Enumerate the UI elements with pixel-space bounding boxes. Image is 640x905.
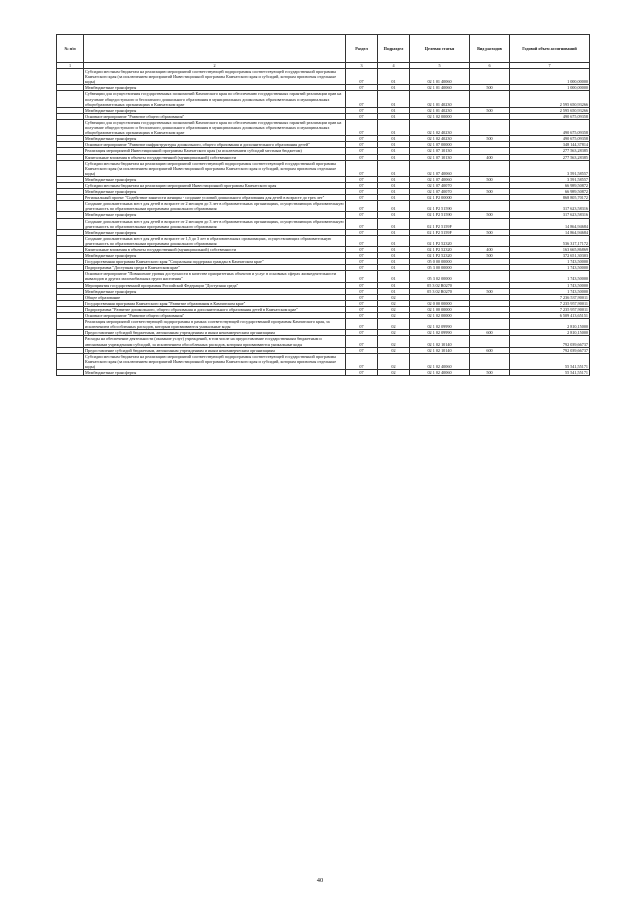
table-row — [57, 160, 590, 176]
cell-section: 07 — [346, 113, 378, 119]
cell-number — [57, 235, 84, 246]
cell-amount: 7 235 957,90011 — [510, 306, 590, 312]
column-number: 3 — [346, 63, 378, 69]
cell-expense-type — [470, 336, 510, 347]
table-row — [57, 271, 590, 282]
cell-subsection: 02 — [378, 319, 410, 330]
cell-section: 07 — [346, 189, 378, 195]
cell-amount: 6 509 413,65151 — [510, 313, 590, 319]
cell-section: 07 — [346, 336, 378, 347]
cell-section: 07 — [346, 353, 378, 369]
cell-section: 07 — [346, 300, 378, 306]
cell-amount: 66 989,50872 — [510, 182, 590, 188]
cell-number — [57, 319, 84, 330]
cell-expense-type: 500 — [470, 212, 510, 218]
cell-section: 07 — [346, 271, 378, 282]
cell-subsection: 01 — [378, 189, 410, 195]
cell-name: Субсидии местным бюджетам на реализацию мероприятий соответствующей подпрограммы соответствующей государственной программы Камчатского края (за исключением мероприятий Инвестиционной программы Камчатского края и субсидий, которым присвоены отдельные коды) — [84, 69, 346, 85]
cell-section: 07 — [346, 319, 378, 330]
cell-subsection: 02 — [378, 306, 410, 312]
cell-name: Основное мероприятие "Повышение уровня доступности в качестве приоритетных объектов и услуг в основных сферах жизнедеятельности инвалидов и других маломобильных групп населения" — [84, 271, 346, 282]
cell-amount: 277 563,28385 — [510, 154, 590, 160]
cell-subsection: 01 — [378, 247, 410, 253]
cell-amount: 490 675,09358 — [510, 136, 590, 142]
cell-target-article: 02 1 P2 52320 — [410, 235, 470, 246]
cell-target-article: 02 1 02 10140 — [410, 336, 470, 347]
cell-section: 07 — [346, 176, 378, 182]
cell-amount: 1 743,50000 — [510, 265, 590, 271]
cell-subsection: 02 — [378, 300, 410, 306]
cell-subsection: 01 — [378, 195, 410, 201]
cell-target-article: 02 1 P2 51590 — [410, 201, 470, 212]
cell-expense-type: 500 — [470, 189, 510, 195]
cell-amount: 1 743,50000 — [510, 259, 590, 265]
cell-amount: 536 317,17172 — [510, 235, 590, 246]
column-number: 7 — [510, 63, 590, 69]
cell-subsection: 01 — [378, 235, 410, 246]
cell-subsection: 02 — [378, 347, 410, 353]
cell-amount: 3 591,58557 — [510, 160, 590, 176]
budget-table-sheet — [56, 34, 589, 376]
cell-name: Создание дополнительных мест для детей в возрасте от 2 месяцев до 3 лет в образовательных организациях, осуществляющих образовательную деятельность по образовательным программам дошкольного образования — [85, 218, 344, 229]
cell-expense-type: 500 — [470, 85, 510, 91]
cell-name: Реализация мероприятий соответствующей подпрограммы в рамках соответствующей государственной программы Камчатского края, за исключением обособленных расходов, которым присваиваются уникальные коды — [84, 319, 346, 330]
cell-name: Субсидии местным бюджетам на реализацию мероприятий соответствующей подпрограммы соответствующей государственной программы Камчатского края (за исключением мероприятий Инвестиционной программы Камчатского края и субсидий, которым присвоены отдельные коды) — [84, 160, 346, 176]
cell-section: 07 — [346, 369, 378, 375]
header-number: № п/п — [57, 35, 84, 63]
cell-subsection: 01 — [378, 69, 410, 85]
cell-name: Межбюджетные трансферты — [84, 176, 346, 182]
cell-target-article: 05 0 00 00000 — [410, 259, 470, 265]
cell-target-article: 02 1 02 09990 — [410, 330, 470, 336]
table-row — [57, 353, 590, 369]
cell-subsection: 01 — [378, 85, 410, 91]
cell-expense-type: 500 — [470, 288, 510, 294]
cell-target-article: 05 3 00 00000 — [410, 265, 470, 271]
table-row — [57, 369, 590, 375]
cell-subsection: 02 — [378, 330, 410, 336]
cell-section: 07 — [346, 294, 378, 300]
cell-section: 07 — [346, 69, 378, 85]
cell-name: Межбюджетные трансферты — [84, 288, 346, 294]
cell-expense-type — [470, 69, 510, 85]
cell-name: Создание дополнительных мест для детей в возрасте от 2 месяцев до 3 лет в образовательных организациях, осуществляющих образовательную деятельность по образовательным программам дошкольного образования — [85, 201, 344, 212]
cell-amount: 372 651,30303 — [510, 253, 590, 259]
cell-amount: 3 591,58557 — [510, 176, 590, 182]
cell-name: Субсидии местным бюджетам на реализацию мероприятий Инвестиционной программы Камчатского края — [84, 182, 346, 188]
table-header-row — [57, 35, 590, 63]
cell-section: 07 — [346, 247, 378, 253]
cell-name: Основное мероприятие "Развитие общего образования" — [84, 113, 346, 119]
cell-subsection: 01 — [378, 271, 410, 282]
cell-target-article: 02 1 02 00000 — [410, 113, 470, 119]
cell-section: 07 — [346, 182, 378, 188]
cell-section: 07 — [346, 119, 378, 135]
cell-target-article: 02 1 P2 52320 — [410, 247, 470, 253]
cell-section: 07 — [346, 218, 378, 229]
cell-target-article: 02 1 01 40060 — [410, 69, 470, 85]
budget-allocation-table — [56, 34, 590, 376]
cell-target-article: 02 1 07 40060 — [410, 176, 470, 182]
cell-amount: 490 675,09358 — [510, 113, 590, 119]
cell-subsection: 01 — [378, 182, 410, 188]
cell-target-article: 02 1 02 40230 — [410, 119, 470, 135]
cell-subsection: 01 — [378, 201, 410, 212]
table-row — [57, 69, 590, 85]
cell-amount: 2 595 650,93266 — [510, 107, 590, 113]
cell-target-article: 02 1 07 40060 — [410, 160, 470, 176]
cell-subsection: 02 — [378, 294, 410, 300]
cell-name: Капитальные вложения в объекты государственной (муниципальной) собственности — [84, 154, 346, 160]
cell-expense-type — [470, 201, 510, 212]
cell-subsection: 01 — [378, 229, 410, 235]
cell-amount: 7 236 537,90011 — [510, 294, 590, 300]
cell-amount: 792 039,66737 — [510, 347, 590, 353]
cell-expense-type: 500 — [470, 176, 510, 182]
header-name — [84, 35, 346, 63]
cell-target-article: 02 1 02 40060 — [410, 369, 470, 375]
table-row — [57, 91, 590, 107]
cell-target-article: 02 1 02 00000 — [410, 313, 470, 319]
cell-subsection: 02 — [378, 313, 410, 319]
cell-section: 07 — [346, 107, 378, 113]
cell-target-article: 05 3 02 R0270 — [410, 288, 470, 294]
cell-subsection: 01 — [378, 259, 410, 265]
cell-section: 07 — [346, 288, 378, 294]
cell-target-article: 02 1 01 40060 — [410, 85, 470, 91]
header-target-article: Целевая статья — [410, 35, 470, 63]
cell-name: Подпрограмма "Развитие дошкольного, общего образования и дополнительного образования детей в Камчатском крае" — [84, 306, 346, 312]
cell-amount: 55 541,55171 — [510, 369, 590, 375]
cell-name: Межбюджетные трансферты — [84, 107, 346, 113]
cell-target-article: 02 1 07 10130 — [410, 148, 470, 154]
cell-expense-type: 500 — [470, 369, 510, 375]
cell-section: 07 — [346, 212, 378, 218]
cell-expense-type — [470, 235, 510, 246]
cell-expense-type: 500 — [470, 136, 510, 142]
cell-amount: 14 864,94684 — [510, 229, 590, 235]
cell-target-article: 02 1 02 40230 — [410, 136, 470, 142]
cell-name: Предоставление субсидий бюджетным, автономным учреждениям и иным некоммерческим организациям — [84, 330, 346, 336]
cell-amount: 868 805,70172 — [510, 195, 590, 201]
cell-section: 07 — [346, 154, 378, 160]
cell-expense-type: 600 — [470, 330, 510, 336]
cell-section: 07 — [346, 91, 378, 107]
cell-subsection: 01 — [378, 282, 410, 288]
cell-target-article: 02 0 00 00000 — [410, 300, 470, 306]
cell-expense-type: 500 — [470, 107, 510, 113]
cell-expense-type: 500 — [470, 229, 510, 235]
cell-name: Межбюджетные трансферты — [84, 85, 346, 91]
column-number: 6 — [470, 63, 510, 69]
cell-name: Основное мероприятие "Развитие инфраструктуры дошкольного, общего образования и дополнительного образования детей" — [84, 142, 346, 148]
cell-subsection: 01 — [378, 160, 410, 176]
cell-number — [57, 353, 84, 369]
cell-subsection: 01 — [378, 119, 410, 135]
cell-section: 07 — [346, 259, 378, 265]
cell-amount: 2 595 650,93266 — [510, 91, 590, 107]
cell-number — [57, 160, 84, 176]
cell-target-article: 02 1 02 10140 — [410, 347, 470, 353]
column-number: 5 — [410, 63, 470, 69]
cell-subsection: 01 — [378, 218, 410, 229]
cell-subsection: 01 — [378, 148, 410, 154]
cell-subsection: 01 — [378, 176, 410, 182]
cell-expense-type — [470, 319, 510, 330]
cell-target-article: 02 1 07 00000 — [410, 142, 470, 148]
cell-name: Создание дополнительных мест для детей в возрасте от 1,5 до 3 лет в образовательных организациях, осуществляющих образовательную деятельность по образовательным программам дошкольного образования — [84, 235, 346, 246]
cell-amount: 277 563,28385 — [510, 148, 590, 154]
column-number: 2 — [84, 63, 346, 69]
cell-subsection: 01 — [378, 142, 410, 148]
cell-section: 07 — [346, 282, 378, 288]
cell-section: 07 — [346, 235, 378, 246]
cell-name: Субсидии местным бюджетам на реализацию мероприятий соответствующей подпрограммы соответствующей государственной программы Камчатского края (за исключением мероприятий Инвестиционной программы Камчатского края и субсидий, которым присвоены отдельные коды) — [84, 353, 346, 369]
cell-expense-type — [470, 160, 510, 176]
cell-expense-type: 400 — [470, 154, 510, 160]
cell-amount: 1 000,00000 — [510, 85, 590, 91]
cell-amount: 163 665,86869 — [510, 247, 590, 253]
cell-target-article: 02 1 07 40070 — [410, 189, 470, 195]
cell-section: 07 — [346, 142, 378, 148]
cell-subsection: 01 — [378, 265, 410, 271]
cell-name: Мероприятия государственной программы Российской Федерации "Доступная среда" — [84, 282, 346, 288]
table-row — [57, 235, 590, 246]
header-subsection: Подраздел — [378, 35, 410, 63]
cell-expense-type: 400 — [470, 247, 510, 253]
cell-name: Субвенции для осуществления государственных полномочий Камчатского края по обеспечению государственных гарантий реализации прав на получение общедоступного и бесплатного дошкольного образования в муниципальных дошкольных образовательных и муниципальных общеобразовательных организациях в Камчатском крае — [84, 119, 346, 135]
cell-subsection: 01 — [378, 91, 410, 107]
cell-name: Межбюджетные трансферты — [84, 189, 346, 195]
column-number: 4 — [378, 63, 410, 69]
cell-name: Расходы на обеспечение деятельности (оказание услуг) учреждений, в том числе на предоставление государственным бюджетным и автономным учреждениям субсидий, за исключением обособленных расходов, которым присваиваются уникальные коды — [84, 336, 346, 347]
cell-name: Подпрограмма "Доступная среда в Камчатском крае" — [84, 265, 346, 271]
cell-number — [57, 271, 84, 282]
cell-name: Капитальные вложения в объекты государственной (муниципальной) собственности — [84, 247, 346, 253]
page-number: 40 — [316, 877, 324, 884]
cell-section: 07 — [346, 265, 378, 271]
cell-expense-type — [470, 91, 510, 107]
cell-name: Субвенции для осуществления государственных полномочий Камчатского края по обеспечению государственных гарантий реализации прав на получение общедоступного и бесплатного дошкольного образования в муниципальных дошкольных образовательных и муниципальных общеобразовательных организациях в Камчатском крае — [84, 91, 346, 107]
cell-number — [57, 91, 84, 107]
cell-target-article: 02 1 01 40230 — [410, 91, 470, 107]
cell-section: 07 — [346, 253, 378, 259]
cell-number — [57, 218, 84, 229]
cell-target-article: 02 1 00 00000 — [410, 306, 470, 312]
cell-expense-type: 500 — [470, 253, 510, 259]
cell-name: Межбюджетные трансферты — [84, 136, 346, 142]
cell-expense-type — [470, 119, 510, 135]
cell-target-article: 05 3 02 R0270 — [410, 282, 470, 288]
cell-expense-type — [470, 271, 510, 282]
cell-subsection: 02 — [378, 369, 410, 375]
cell-target-article: 05 3 02 00000 — [410, 271, 470, 282]
header-section: Раздел — [346, 35, 378, 63]
cell-target-article: 02 1 P2 5159F — [410, 218, 470, 229]
cell-section: 07 — [346, 85, 378, 91]
cell-name: Региональный проект "Содействие занятости женщин - создание условий дошкольного образования для детей в возрасте до трех лет" — [84, 195, 346, 201]
cell-target-article: 02 1 P2 52320 — [410, 253, 470, 259]
column-number: 1 — [57, 63, 84, 69]
cell-section: 07 — [346, 201, 378, 212]
cell-name: Межбюджетные трансферты — [84, 369, 346, 375]
cell-name: Общее образование — [84, 294, 346, 300]
cell-amount: 348 144,37814 — [510, 142, 590, 148]
cell-section: 07 — [346, 229, 378, 235]
cell-subsection: 01 — [378, 107, 410, 113]
cell-expense-type — [470, 218, 510, 229]
cell-subsection: 01 — [378, 212, 410, 218]
cell-target-article: 02 1 P2 00000 — [410, 195, 470, 201]
cell-section: 07 — [346, 136, 378, 142]
cell-section: 07 — [346, 306, 378, 312]
table-row — [57, 201, 590, 212]
cell-amount: 490 675,09358 — [510, 119, 590, 135]
cell-name: Государственная программа Камчатского края "Социальная поддержка граждан в Камчатском крае" — [84, 259, 346, 265]
cell-section: 07 — [346, 347, 378, 353]
cell-name: Государственная программа Камчатского края "Развитие образования в Камчатском крае" — [84, 300, 346, 306]
cell-amount: 1 743,50000 — [510, 271, 590, 282]
cell-name: Предоставление субсидий бюджетным, автономным учреждениям и иным некоммерческим организациям — [84, 347, 346, 353]
header-expense-type: Вид расходов — [470, 35, 510, 63]
cell-section: 07 — [346, 195, 378, 201]
cell-amount: 317 623,58316 — [510, 201, 590, 212]
cell-number — [57, 369, 84, 375]
cell-target-article: 02 1 07 10130 — [410, 154, 470, 160]
cell-number — [57, 201, 84, 212]
cell-subsection: 01 — [378, 288, 410, 294]
cell-section: 07 — [346, 148, 378, 154]
cell-amount: 2 810,15000 — [510, 330, 590, 336]
cell-subsection: 01 — [378, 253, 410, 259]
table-row — [57, 119, 590, 135]
cell-name: Межбюджетные трансферты — [84, 253, 346, 259]
cell-expense-type: 600 — [470, 347, 510, 353]
cell-number — [57, 336, 84, 347]
cell-amount: 317 623,58316 — [510, 212, 590, 218]
table-row — [57, 336, 590, 347]
cell-name: Межбюджетные трансферты — [84, 212, 346, 218]
cell-number — [57, 69, 84, 85]
cell-subsection: 02 — [378, 336, 410, 347]
table-row — [57, 319, 590, 330]
cell-subsection: 02 — [378, 353, 410, 369]
cell-name: Реализация мероприятий Инвестиционной программы Камчатского края (за исключением субсидий местным бюджетам) — [84, 148, 346, 154]
cell-name: Межбюджетные трансферты — [84, 229, 346, 235]
cell-target-article: 02 1 02 09990 — [410, 319, 470, 330]
cell-target-article: 02 1 P2 51590 — [410, 212, 470, 218]
cell-amount: 14 864,94684 — [510, 218, 590, 229]
cell-section: 07 — [346, 160, 378, 176]
cell-amount: 1 743,50000 — [510, 282, 590, 288]
cell-subsection: 01 — [378, 113, 410, 119]
cell-expense-type — [470, 353, 510, 369]
cell-section: 07 — [346, 330, 378, 336]
table-row — [57, 218, 590, 229]
cell-section: 07 — [346, 313, 378, 319]
cell-amount: 66 989,50872 — [510, 189, 590, 195]
cell-name: Основное мероприятие "Развитие общего образования" — [84, 313, 346, 319]
cell-amount: 1 000,00000 — [510, 69, 590, 85]
cell-amount: 792 039,66737 — [510, 336, 590, 347]
cell-target-article: 02 1 02 40060 — [410, 353, 470, 369]
cell-amount: 1 743,50000 — [510, 288, 590, 294]
cell-target-article: 02 1 07 40070 — [410, 182, 470, 188]
cell-subsection: 01 — [378, 136, 410, 142]
cell-number — [57, 119, 84, 135]
cell-amount: 7 235 957,90011 — [510, 300, 590, 306]
cell-target-article: 02 1 P2 5159F — [410, 229, 470, 235]
cell-subsection: 01 — [378, 154, 410, 160]
header-annual-amount: Годовой объем ассигнований — [510, 35, 590, 63]
cell-amount: 2 810,15000 — [510, 319, 590, 330]
cell-target-article: 02 1 01 40230 — [410, 107, 470, 113]
cell-amount: 55 541,55171 — [510, 353, 590, 369]
